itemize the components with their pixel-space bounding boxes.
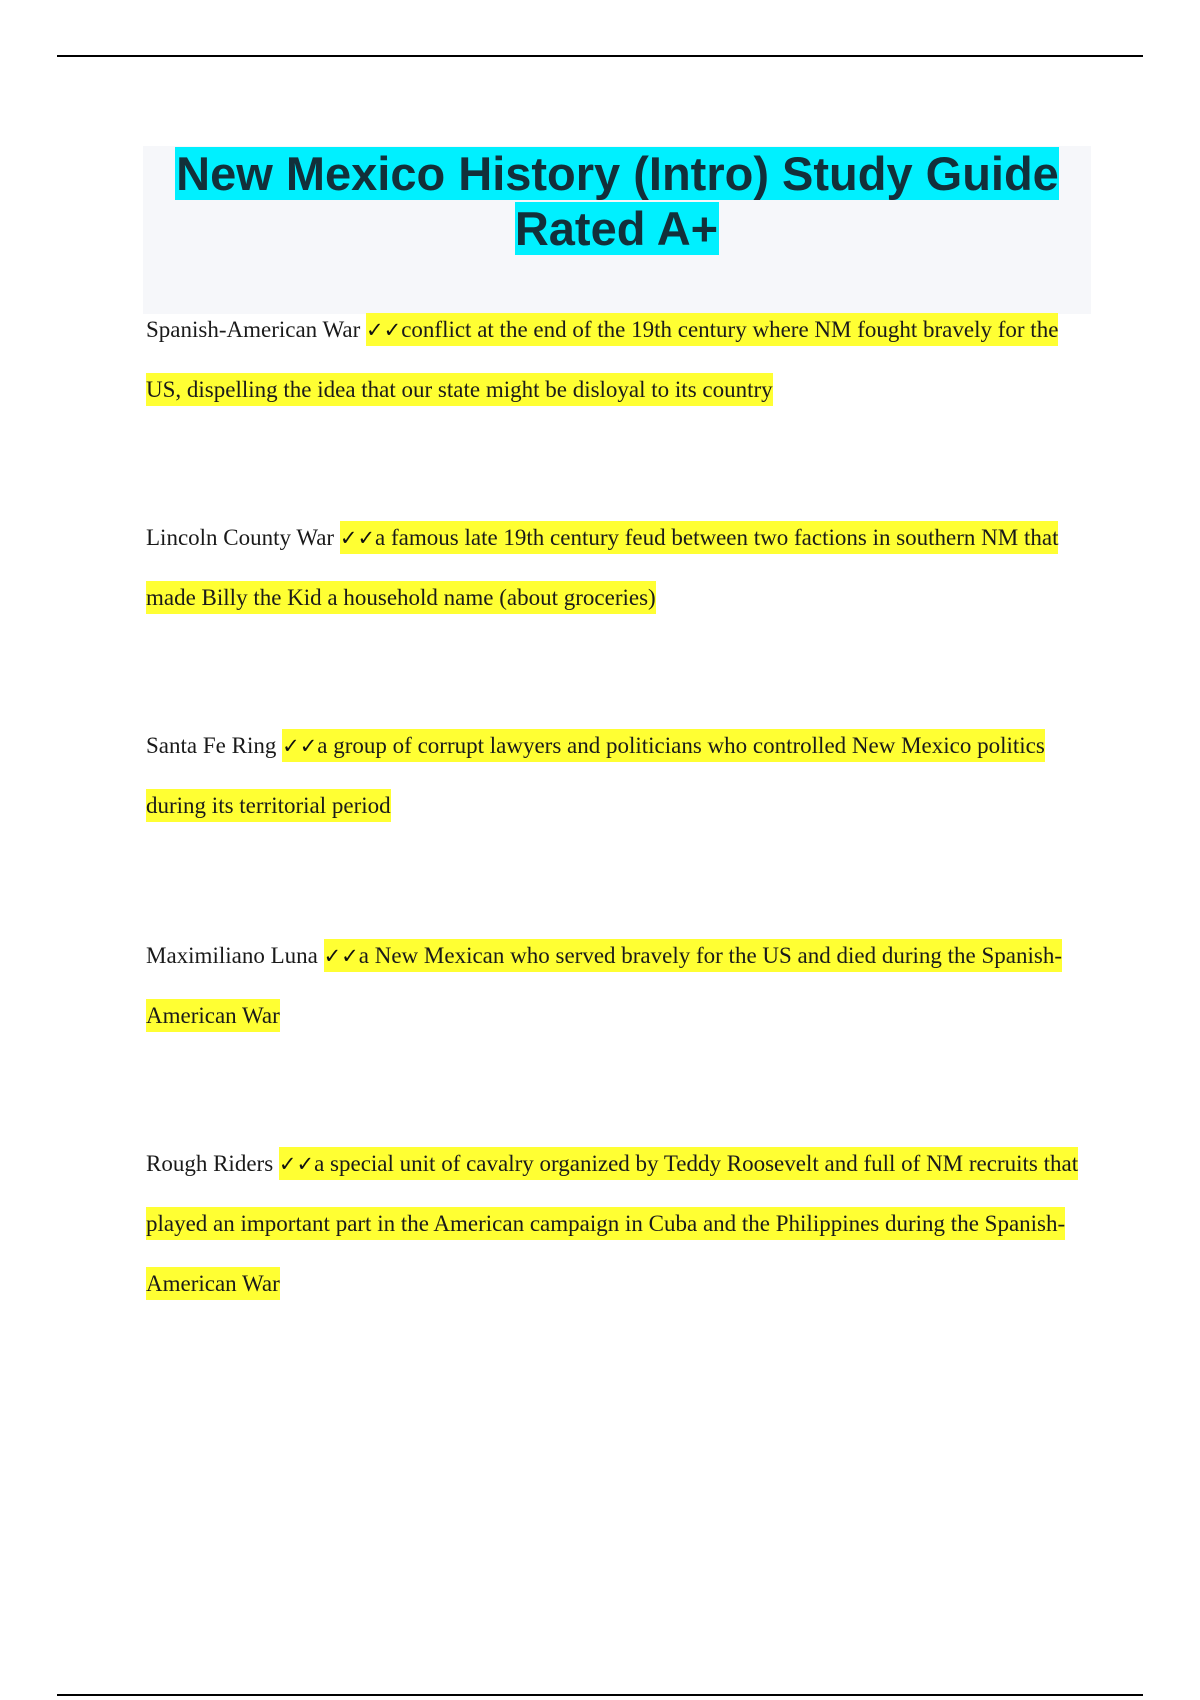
entry-definition (146, 1147, 1078, 1300)
entry-maximiliano-luna (146, 926, 1096, 1046)
entry-santa-fe-ring (146, 716, 1096, 836)
page-title-text: New Mexico History (Intro) Study Guide Rated A+ (176, 147, 1059, 255)
double-check-icon: ✓✓ (282, 734, 318, 758)
entry-definition (146, 729, 1045, 822)
entry-term: Rough Riders (146, 1151, 274, 1176)
entry-spanish-american-war (146, 300, 1096, 420)
double-check-icon: ✓✓ (366, 318, 402, 342)
double-check-icon: ✓✓ (323, 944, 359, 968)
entry-lincoln-county-war (146, 508, 1096, 628)
entry-term: Spanish-American War (146, 317, 361, 342)
entry-term: Lincoln County War (146, 525, 335, 550)
entry-definition-text: a group of corrupt lawyers and politicians who controlled New Mexico politics during its territorial period (146, 733, 1045, 818)
entry-definition-text: conflict at the end of the 19th century where NM fought bravely for the US, dispelling the idea that our state might be disloyal to its country (146, 317, 1059, 402)
entry-term: Santa Fe Ring (146, 733, 277, 758)
title-block (143, 146, 1091, 314)
double-check-icon: ✓✓ (278, 1152, 315, 1176)
entry-definition-text: a famous late 19th century feud between two factions in southern NM that made Billy the Kid a household name (about groceries) (146, 525, 1059, 610)
entry-term: Maximiliano Luna (146, 943, 318, 968)
page-title (143, 146, 1091, 256)
top-rule (57, 55, 1143, 57)
double-check-icon: ✓✓ (339, 526, 376, 550)
entry-rough-riders (146, 1134, 1096, 1314)
entry-definition-text: a special unit of cavalry organized by Teddy Roosevelt and full of NM recruits that played an important part in the American campaign in Cuba and the Philippines during the Spanish-American War (146, 1151, 1079, 1296)
bottom-rule (57, 1694, 1143, 1696)
entry-definition-text: a New Mexican who served bravely for the US and died during the Spanish-American War (146, 943, 1063, 1028)
